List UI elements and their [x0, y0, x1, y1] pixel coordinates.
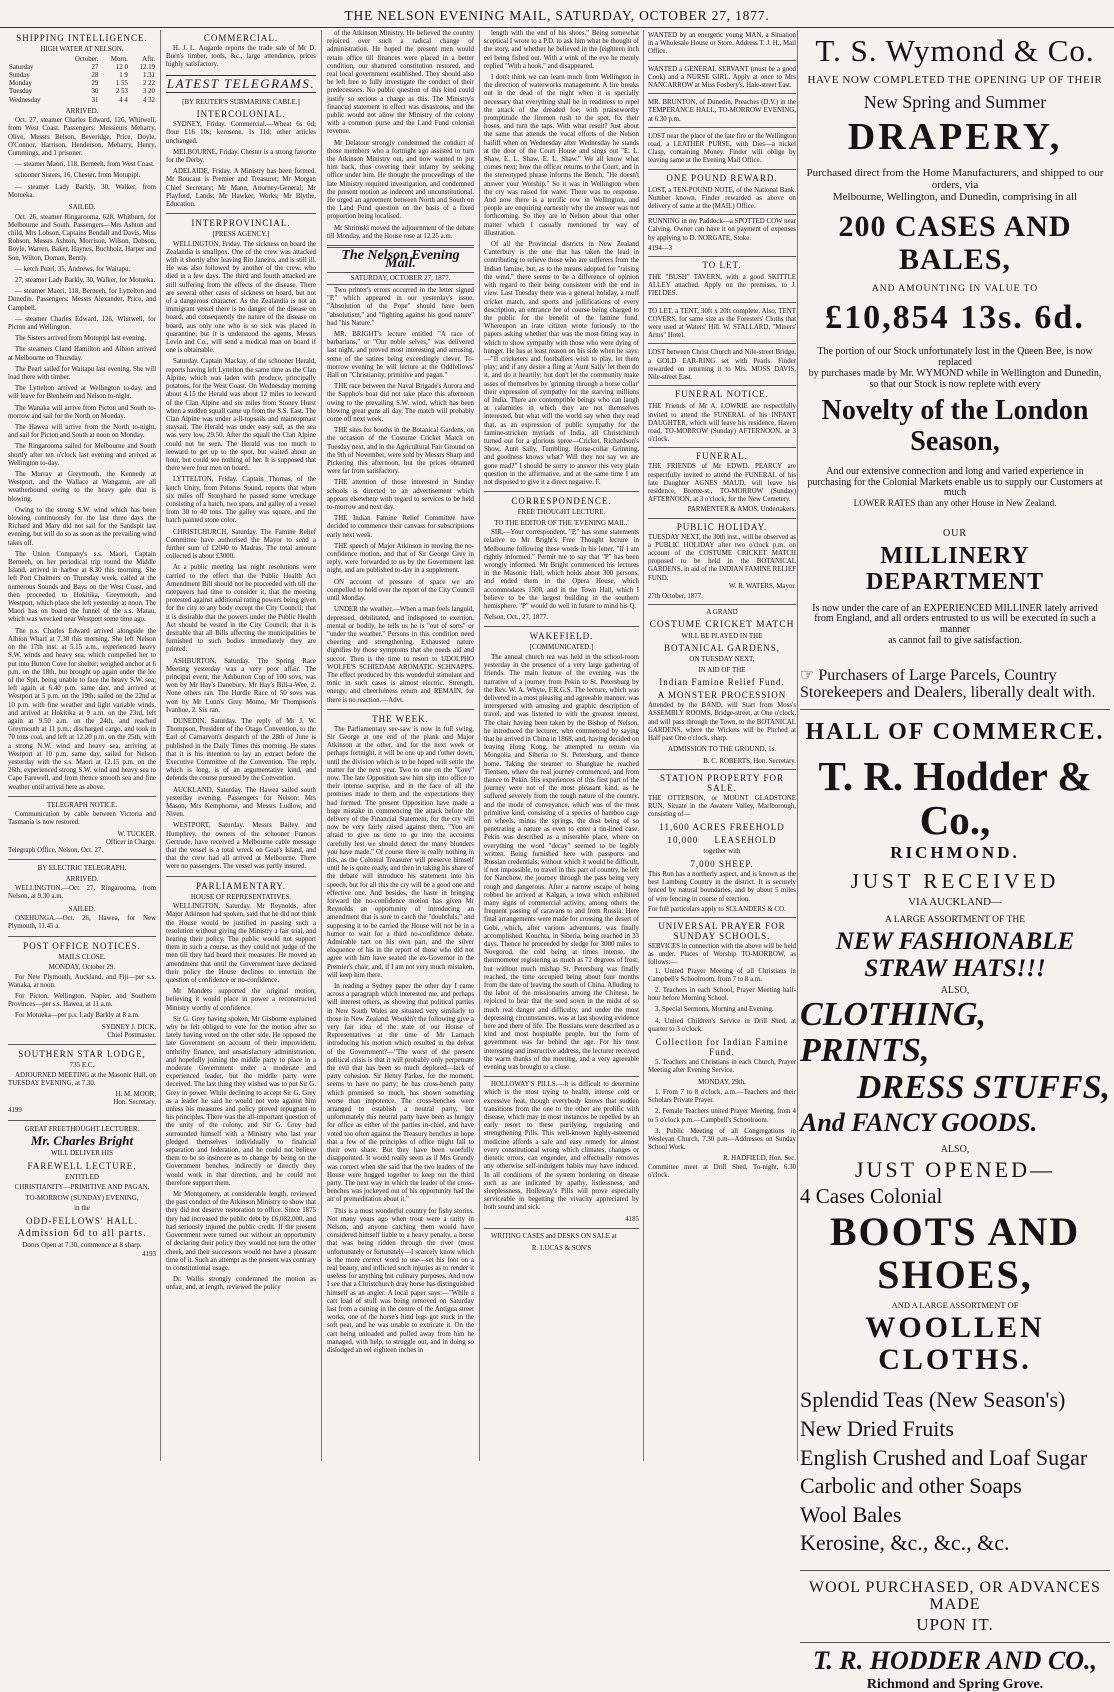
paragraph: ASHBURTON, Saturday. The Spring Race Meeting yesterday was a very poor affair. The principal event, the Ashburton Cup of 100 sovs, was won by Mr Hay's Danebury, Mr Hay's Bill-a-Wee, 2. None others ran. The Hurdle Race of 50 sovs was won by Mr Lunn's Grey Momo, Mr Thompson's Ivanhoe, 2. Six ran.	[166, 657, 316, 714]
cases-bales: 200 CASES AND BALES,	[838, 210, 1072, 276]
paragraph: — steamer Charles Edward, 126, Whitwell, for Picton and Wellington.	[8, 315, 156, 331]
lodge-signature: H. M. MOOR,	[115, 1090, 156, 1098]
tide-cell: Wednesday	[9, 96, 41, 104]
column-editorial	[327, 30, 474, 1461]
procession-heading: A MONSTER PROCESSION	[657, 690, 787, 701]
tide-cell: 12 0	[115, 63, 128, 71]
tavern-ad: THE "BUSH" TAVERN, with a good SKITTLE ALLEY attached. Apply on the premises, to J. FIELDES.	[648, 272, 796, 303]
paragraph: THE sites for booths in the Botanical Gardens, on the occasion of the Costume Cricket Match on Tuesday next, and in the Agricultural Fair Ground on the 9th of November, were sold by Messrs Sharp and Pickering this afternoon, but the prices obtained were far from satisfactory.	[327, 427, 474, 476]
lost-earring-ad: LOST between Christ Church and Nile-street Bridge, a GOLD EAR-RING set with Pearls. Finder rewarded on returning it to Mrs. MOSS DAVIS, Nile-street East.	[648, 347, 796, 386]
wakefield-report: The annual church tea was held in the school-room yesterday in the presence of a very large gathering of friends. The main feature of the evening was the narrative of a journey from Pekin to St. Petersburg by the Rev. W. A. Whyte, F.R.G.S. The lecture, which was delivered in a most pleasing and agreeable manner, was interspersed with amusing and graphic description of travel, and was listened to with the greatest interest. The chair having been taken by the Bishop of Nelson, he introduced the lecturer, who commenced by saying that he arrived in China in 1868, and, having decided on leaving Hong Kong, he attempted to return via Mongolia and Siberia to St. Petersburg, and thence home. Taking the steamer to Shanghae he reached Tientsen, where the real journey commenced, and from thence to Pekin. His experiences of this first part of the journey were not of the most pleasant kind, as he suffered severely from the rough nature of the country, and the mode of conveyance, which was of the most primitive kind, consisting of a species of bamboo cage on wheels, minus the springs, the dust being of so penetrating a nature as even to enter a tin-lined case. Pekin was described as a miserable place, where on everything the word "decay" seemed to be legibly written. Being furnished here with passports and Russian credentials, without which it would be difficult, if not impossible, to travel in this part of country, he left for Nanchow, the journey through the pass being very rough and dangerous. After a narrow escape of being robbed he arrived at Kalgan, a town which exhibited many signs of commercial activity, among others the frequent passing of caravans to and from Russia. Here final arrangements were made for crossing the desert of Gobi, which, after various adventures, was finally accomplished. Kouchta, in Siberia, being reached in 33 days. Thence he proceeded by sledge for 3000 miles to Novgorod, the cold being at times intense, the thermometer registering as much as 72 degrees of frost; but without much mishap St. Petersburg was finally reached, the time occupied being about four months from the date of leaving the south of China. Alluding to the labor of the missionaries among the Chinese, he rejoiced to hear that the seed sown in the midst of so much real danger and difficulty, and under the most depressing circumstances, was at last showing evidence here and there of life. The Russians were described as a kind and most hospitable people, but the form of government was far behind the age. For his most interesting and instructive address, the lecturer received the warm thanks of the meeting, and a very agreeable evening was brought to a close.	[484, 653, 639, 1072]
paragraph: LOST near the place of the late fire or the Wellington road, a LEATHER PURSE, with Dies—a nickel Clasp, containing Money. Finder will oblige by leaving same at the Evening Mail Office.	[648, 131, 796, 170]
the-week-heading: THE WEEK.	[372, 713, 429, 724]
lecture-doors: Doors Open at 7.30, commence at 8 sharp.	[22, 1240, 142, 1249]
cricket-title: COSTUME CRICKET MATCH	[649, 619, 795, 630]
holloway-pills-ad: HOLLOWAY'S PILLS.—It is difficult to determine which is the most trying to health, intense cold or excessive heat, though everybody knows that sudden transitions from the one to the other are prolific with disease, which may in most instances be repelled by an early resort to these purifying, regulating and strengthening Pills. This well-known highly-esteemed medicine affords a safe and easy remedy for almost every constitutional wrong which climates, changes or dietetic errors, can engender, and effectually removes any otherwise self-indulgent habits may have induced. In all conditions of the system bordering on disease such as are indicated by apathy, listlessness, and sleeplessness, Holloway's Pills will prove especially serviceable in begetting the vivacity appreciated by both sound and sick.	[484, 1081, 639, 1212]
tide-row	[8, 88, 156, 96]
hodder-line: ALSO,	[940, 1143, 970, 1155]
divider	[484, 626, 639, 627]
paragraph: THE speech of Major Atkinson in moving the no-confidence motion, and that of Sir George Grey in reply, were forwarded to us by the Government last night, and are published to-day in a supplement.	[327, 542, 474, 575]
prayer-list	[648, 1059, 796, 1075]
dress-stuffs: DRESS STUFFS,	[856, 1069, 1110, 1107]
correspondence-date: Nelson, Oct., 27, 1877.	[484, 614, 548, 622]
funeral-notice-lowrie: THE Friends of Mr A. LOWRIE are respectfully invited to attend the FUNERAL of his INFANT DAUGHTER, which will leave his residence, Haven road, TO-MORROW (Sunday) AFTERNOON, at 3 o'clock.	[648, 401, 796, 448]
prayer-list	[648, 968, 796, 1034]
to-let-heading: TO LET.	[702, 260, 742, 271]
paragraph: English Crushed and Loaf Sugar	[800, 1444, 1088, 1470]
station-line: together with	[703, 847, 741, 856]
paragraph: — steamer Maori, 118, Berneeh, for Lyttelton and Dunedin. Passengers: Messrs Alexander, Price, and Campbell.	[8, 288, 156, 312]
drapery-heading: DRAPERY,	[847, 115, 1063, 158]
ad-number: 4199	[8, 1107, 22, 1115]
station-heading: STATION PROPERTY FOR SALE.	[660, 772, 784, 793]
paragraph: Owing to the strong S.W. wind which has been blowing continuously for the last three days the Richard and Mary did not sail for the Sandspit last evening, but will do so as soon as the prevailing wind takes off.	[8, 506, 156, 547]
paragraph: 3. Public Meeting of all Congregations in Wesleyan Church, 7.30 p.m—Addresses on Sunday School Work.	[648, 1127, 796, 1152]
writing-cases-ad: WRITING CASES and DESKS ON SALE at	[491, 1232, 617, 1240]
paragraph: WANTED by an energetic young MAN, a Situation in a Wholesale House or Store. Address T. J. H., Mail Office.	[648, 30, 796, 61]
wymond-line: purchasing for the Colonial Markets enable us to supply our Customers at much	[807, 476, 1103, 499]
hodder-line: AND A LARGE ASSORTMENT OF	[891, 1299, 1019, 1310]
paragraph: This is a most wonderful country for fishy stories. Not many years ago when trout were a rarity in Nelson, and anyone catching them would have considered himself liable to a heavy penalty, a horse that was being ridden through the river (most unfortunately or fortunately—I scarcely know which is the more correct word to use—set his foot on a real beauty, and inflicted such injuries as to render it useless for anything but culinary purposes. And now I see that a Christchurch dray horse has distinguished himself as an angler. A local paper says:—"While a cart load of stuff was being removed on Saturday last from a cutting in the centre of the Antigua street works, one of the horse's hind legs got stuck in the soft peat, and he was unable to extricate it. On the cart being unloaded and pulled away from him he managed, with help, to struggle out, and in doing so dislodged an eel eighteen inches in	[327, 1207, 474, 1354]
paragraph: SYDNEY, Friday. Commercial.—Wheat 6s 6d; flour £16 10s; kerosene, 1s 11d; other articles unchanged.	[166, 121, 316, 145]
electric-arrived-text: WELLINGTON.—Oct. 27, Ringarooma, from Nelson, at 9.30 a.m.	[8, 885, 156, 901]
the-week-continued	[484, 30, 639, 487]
communicated-line: [COMMUNICATED.]	[529, 643, 594, 652]
interprovincial-heading: INTERPROVINCIAL.	[191, 218, 291, 229]
paragraph: WANTED a GENERAL SERVANT (must be a good Cook) and a NURSE GIRL. Apply at once to Mrs NANCARROW at Miss Fosbery's, Hale-street East.	[648, 64, 796, 95]
paragraph: The Parliamentary see-saw is now in full swing, Sir George at one end of the plank and Major Atkinson at the other, and for the next week or perhaps fortnight, it will be one up and t'other down, until the division which is to be hoped will settle the matter for the next year. Two to one on the "Grey" now. The late Opposition saw him slip into office to their intense surprise, and in the face of all the promises made to them and the expectations they had formed. The present Opposition have made a huge mistake in commencing the attack before the delivery of the Financial Statement, for the cry will now be very fairly raised against them, "You are afraid to give us time to go into the accounts carefully lest we should detect the many blunders you have made." Of course there is really nothing in this, as the Colonial Treasurer will preserve himself until he is quite ready, and then in taking his share of the debate will introduce his statement into his speech, but for all this the cry will be a good one and effective one. And besides, the haste in bringing forward the no-confidence motion has given Mr Reynolds an opportunity of introducing an amendment that is sure to catch the "doubtfuls," and supposing it to be carried the House will not be in a humor to wait for a third no-confidence debate. Admirable tact on his own part, and the silver eloquence of his in the report of those who did not agree with him have seated the ex-Governor in the Premier's chair, and, if I am not very much mistaken, will keep him there.	[327, 725, 474, 979]
arrived-heading: ARRIVED.	[65, 106, 99, 115]
prayer-intro: SERVICES in connection with the above will be held as under. Places of Worship TO-MORROW, as follows:—	[648, 943, 796, 967]
paragraph: The steamers Cland Hamilton and Albion arrived at Melbourne on Thursday.	[8, 346, 156, 362]
paper-title: The Nelson Evening Mail.	[341, 248, 460, 272]
paragraph: Two printer's errors occurred in the letter signed "P," which appeared in our yesterday's issue. "Absolution of the Pope" should have been "absolutism," and "fighting against his good nature" had "his Nature."	[327, 286, 474, 327]
tide-heading: HIGH WATER AT NELSON.	[40, 45, 124, 53]
mails-close-heading: MAILS CLOSE.	[58, 952, 106, 961]
via-auckland: VIA AUCKLAND—	[908, 895, 1002, 908]
paragraph: The Lyttelton arrived at Wellington to-day, and will leave for Blenheim and Nelson to-night.	[8, 385, 156, 401]
tide-cell: 2 22	[142, 80, 155, 88]
post-office-list	[8, 974, 156, 1021]
paragraph: The Murray at Greymouth, the Kennedy at Westport, and the Wallace at Wanganui, are all weatherbound owing to the heavy gale that is blowing.	[8, 471, 156, 503]
electric-sailed-heading: SAILED.	[68, 904, 96, 913]
paragraph: 2. Teachers in each School, Prayer Meeting half-hour before Morning School.	[648, 987, 796, 1003]
hodder-line: ALSO,	[940, 984, 970, 996]
tide-header-cell: Morn.	[110, 55, 128, 63]
station-text: THE OTTERSON, or MOUNT GLADSTONE RUN, Situate in the Awatere Valley, Marlborough, consisting of—	[648, 794, 796, 819]
divider	[8, 936, 156, 937]
paragraph: Splendid Teas (New Season's)	[800, 1387, 1066, 1413]
column-advertisements	[800, 30, 1110, 1692]
classified-ads	[648, 30, 796, 170]
tide-cell: 29	[91, 80, 99, 88]
paragraph: For Motueka—per p.s. Lady Barkly at 8 a.m.	[15, 1012, 140, 1020]
undertakers: PARMENTER & AMOS, Undertakers.	[648, 504, 796, 518]
tide-header-row	[8, 56, 156, 64]
cricket-line: IN AID OF THE	[698, 665, 746, 674]
paragraph: of the Atkinson Ministry. He believed the country rejoiced over such a radical change of administration. He hoped the present men would retain office till finances were placed in a better condition, our shattered constitution restored, and real local government established. They should also be left free to fully investigate the conduct of their predecessors. No public question of this kind could justify so serious a charge as this. The Ministry's financial statement in effect was disastrous, and the public would not allow the Ministry of the colony with a common purse and the Land Fund colonial revenue.	[327, 30, 474, 136]
tide-row	[8, 64, 156, 72]
paragraph: The Hawea will arrive from the North to-night, and sail for Picton and South at noon on Monday.	[8, 424, 156, 440]
station-description: This Run has a northerly aspect, and is known as the best Lambing Country in the district. It is securely fenced by natural boundaries, and by about 5 miles of wire fencing in course of erection.	[648, 870, 796, 903]
electric-sailed-text: ONEHUNGA.—Oct. 26, Hawea, for New Plymouth, 11.45 a.	[8, 915, 156, 931]
paragraph: UNDER the weather.—When a man feels languid, depressed, debilitated, and indisposed to exertion, mental or bodily, he tells us he is "out of sorts" or "under the weather." Persons in this condition need cheering and strengthening. Exhausted nature dignifies by those symptoms that she needs aid and succor. Then is the time to resort to UDOLPHO WOLFE'S SCHIEDAM AROMATIC SCHNAPPS. The effect produced by this wonderful stimulant and tonic in such cases is almost electric. Strength, energy, and cheerfulness return and REMAIN, for there is no reaction.—Advt.	[327, 606, 474, 704]
editorial-date: SATURDAY, OCTOBER 27, 1877.	[327, 272, 474, 285]
cricket-line: A GRAND	[706, 608, 738, 617]
paragraph: WESTPORT, Saturday. Messrs Bailey and Humphrey, the owners of the schooner Frances Gertrude, have received a Melbourne cable message that the vessel is a total wreck on Goat's Island, and that the crew had all arrived at Melbourne. There were no passengers. The vessel was partly insured.	[166, 822, 316, 871]
cricket-secretary: B. C. ROBERTS, Hon. Secretary.	[648, 756, 796, 770]
lecture-line: ENTITLED	[65, 1172, 99, 1181]
lecture-admission: Admission 6d to all parts.	[17, 1227, 147, 1239]
tide-cell: 3 20	[142, 88, 155, 96]
just-received: JUST RECEIVED	[850, 869, 1060, 894]
tent-ad: TO LET, a TENT, 30ft x 20ft complete. Also, TENT COVERS, for same size as the Foresters' Cloths that were used at Waters' Hill. W. STALLARD, "Miners' Arms" Hotel.	[648, 306, 796, 345]
paragraph: Kerosine, &c., &c., &c.	[800, 1530, 1010, 1556]
ad-number: 4193	[142, 1251, 156, 1259]
lecture-heading: GREAT FREETHOUGHT LECTURER.	[24, 1124, 140, 1133]
committee-note: Committee meet at Drill Shed, To-night, 6.30 o'clock.	[648, 1163, 796, 1179]
correspondence-heading: CORRESPONDENCE.	[511, 496, 612, 507]
station-agent: For full particulars apply to SCLANDERS & CO.	[648, 904, 796, 918]
paragraph: — steamer Maori, 118, Berneeh, from West Coast.	[15, 161, 155, 169]
paragraph: The Union Company's s.s. Maori, Captain Berneeh, on her periodical trip round the Middle Island, arrived in harbor at 8.30 this morning. She left Port Chalmers on Thursday week, called at the numerous Sounds and Bays on the West Coast, and then proceeded to Hokitika, Greymouth, and Westport, which place she left yesterday at noon. The Maori has on board the funnel of the s.s. Matau, which was wrecked near Westport some time ago.	[8, 550, 156, 624]
public-holiday-text: TUESDAY NEXT, the 30th inst., will be observed as a PUBLIC HOLIDAY after two o'clock p.m. on account of the COSTUME CRICKET MATCH proposed to be held in the BOTANICAL GARDENS, in aid of the INDIAN FAMINE RELIEF FUND.	[648, 533, 797, 582]
paragraph: MR. BRIGHT's lecture entitled "A race of barbarians," or "Our noble selves," was delivered last night, and proved most interesting and amusing, some of the satires being exceedingly clever. To-morrow evening he will lecture at the Oddfellows' Hall on "Christianity, primitive and pagan."	[327, 331, 474, 380]
column-shipping	[8, 30, 156, 1461]
lecture-title: FAREWELL LECTURE,	[27, 1160, 137, 1171]
tide-cell: 1.31	[142, 71, 155, 79]
divider	[166, 876, 316, 877]
divider	[800, 709, 1110, 710]
post-office-heading: POST OFFICE NOTICES.	[23, 940, 141, 951]
divider	[8, 1120, 156, 1121]
wymond-line: Purchased direct from the Home Manufacturers, and shipped to our orders, via	[806, 166, 1104, 191]
wool-purchased: WOOL PURCHASED, OR ADVANCES MADE	[800, 1570, 1110, 1614]
paragraph: The Wanaka will arrive from Picton and South to-morrow and sail for the North on Monday.	[8, 404, 156, 420]
wymond-line: Melbourne, Wellington, and Dunedin, comprising in all	[832, 190, 1078, 203]
column-correspondence	[484, 30, 639, 1461]
wholesale-note: ☞ Purchasers of Large Parcels, Country Storekeepers and Dealers, liberally dealt with.	[800, 666, 1096, 702]
public-holiday-heading: PUBLIC HOLIDAY.	[676, 521, 768, 532]
total-value: £10,854 13s. 6d.	[825, 299, 1085, 337]
intercolonial-heading: INTERCOLONIAL.	[196, 109, 286, 120]
tide-cell: Saturday	[9, 63, 34, 71]
divider	[8, 1044, 156, 1045]
paragraph: ADELAIDE, Friday. A Ministry has been formed. Mr Boucaut is Premier and Treasurer; Mr Morgan Chief Secretary; Mr Mann, Attorney-General; Mr Playford, Lands; Mr Hawker, Works; Mr Blythe, Education.	[166, 168, 316, 208]
house-heading: HOUSE OF REPRESENTATIVES.	[190, 892, 292, 901]
tide-row	[8, 72, 156, 80]
latest-telegrams-heading: LATEST TELEGRAMS.	[166, 75, 316, 91]
postmaster-name: SYDNEY J. DICK,	[101, 1023, 156, 1031]
clothing-prints: CLOTHING, PRINTS,	[800, 995, 987, 1070]
cricket-date: ON TUESDAY NEXT,	[689, 655, 755, 664]
paragraph: Oct. 26, steamer Ringarooma, 628, Whitburn, for Melbourne and South. Passengers—Mrs Ashton and child, Mrs Lobson, Captains Bendall and Davis, Miss Robson, Messrs Ashton, Morrison, Wilson, Dobson, Boyle, Warren, Baker, Haynes, Buchholz, Harper and Son, Wilton, Doman, Bently.	[8, 213, 156, 262]
ad-number: 4185	[625, 1215, 639, 1223]
funeral-notice-heading: FUNERAL NOTICE.	[675, 389, 769, 400]
hodder-signature: T. R. HODDER AND CO.,	[800, 1642, 1110, 1675]
cricket-cause: Indian Famine Relief Fund.	[659, 677, 785, 688]
wymond-line: so that our Stock is now replete with every	[869, 378, 1041, 390]
paragraph: 5. Teachers and Christians in each Church, Prayer Meeting after Evening Service.	[648, 1059, 796, 1075]
paragraph: AUCKLAND, Saturday. The Hawea sailed south yesterday evening. Passengers for Nelson: Mrs Mason, Mrs Kemphorne, and Messrs Ludlow, and Niven.	[166, 786, 316, 819]
procession-text: Attended by the BAND, will Start from Moss's ASSEMBLY ROOMS, Bridge-street, at One o'clock, and will pass through the Town, to the BOTANICAL GARDENS, where the Wickets will be Pitched at Half past One o'clock, sharp.	[648, 702, 796, 742]
column-rule	[160, 30, 161, 1461]
colonial-cases: 4 Cases Colonial	[800, 1184, 943, 1209]
woollen-cloths: WOOLLEN CLOTHS.	[865, 1310, 1045, 1377]
commercial-text: H. J. L. Augarde reports the trade sale of Mr D. Burn's timber, tools, &c., large attendance, prices highly satisfactory.	[166, 45, 316, 69]
fancy-goods: And FANCY GOODS.	[800, 1107, 1038, 1137]
parliamentary-heading: PARLIAMENTARY.	[195, 880, 287, 891]
writing-cases-seller: R. LUCAS & SON'S	[531, 1243, 592, 1252]
press-agency-line: [PRESS AGENCY.]	[212, 230, 270, 239]
paragraph: In reading a Sydney paper the other day I came across a paragraph which interested me, and perhaps will interest others, as showing that political parties in New South Wales are situated very similarly to those in New Zealand. Wouldn't the following give a very fair idea of the state of our House of Representatives at the time of Mr Larnach introducing his motion which resulted in the defeat of the Government?—"The worst of the present political crisis is that it will probably only perpetuate the evil that has been so much deplored—lack of party cohesion. Sir Henry Parkes, for the moment, seems to have no party; he has cross-bench party which promised so much, has shown something worse than impotence. The cross-benches were arranged to establish a neutral party, but unfortunately this neutral party have been as hungry for office as either of the parties in-chief, and have voted too often against the Treasury benches in hope that a few of the principles of office might fall to their own share. But they have been woefully disappointed. It would really seem as if Mrs Grundy was correct when she said that the two leaders of the House were hugged together to keep out the third party. The next way in which the leader of the cross-benches was jockeyed out of his opportunity had the air of premeditation about it."	[327, 983, 474, 1204]
tide-cell: 27	[91, 63, 99, 71]
station-acres: 10,000 LEASEHOLD	[667, 835, 777, 846]
hodder-location: Richmond and Spring Grove.	[866, 1676, 1044, 1692]
paragraph: 2. Female Teachers united Prayer Meeting, from 4 to 5 o'clock p.m.—Campbell's Schoolroom.	[648, 1108, 796, 1124]
wymond-line: Is now under the care of an EXPERIENCED MILLINER lately arrived	[812, 602, 1098, 614]
cow-ad: RUNNING in my Paddock—a SPOTTED COW near Calving. Owner can have it on payment of expenses by applying to D. NORGATE, Stoke.	[648, 218, 797, 242]
paragraph: Oct. 27, steamer Charles Edward, 126, Whitwell, from West Coast. Passengers: Messieurs Meharry, Olive, Messrs Belson, Beveridge, Price, Doyle, O'Connor, Harrison, Henderson, Meharry, Henry, Cummings, and 1 prisoner.	[8, 117, 156, 158]
monday-heading: MONDAY, 29th.	[698, 1078, 746, 1087]
tide-cell: Sunday	[9, 71, 30, 79]
commercial-heading: COMMERCIAL.	[203, 33, 279, 43]
divider	[166, 213, 316, 214]
the-week-text	[327, 726, 474, 1355]
paragraph: schooner Sisters, 16, Chester, from Motupipi.	[15, 172, 141, 180]
telegraph-notice-body: Communication by cable between Victoria and Tasmania is now restored.	[8, 811, 156, 827]
wymond-line: LOWER RATES than any other House in New Zealand.	[853, 498, 1057, 509]
paragraph: length with the end of his shoes." Being somewhat sceptical I wrote to a P.D. to ask him what he thought of the story, and whether he believed in the (eighteen inch eel being fished out. With a wink of the eye he merely replied "With a hook," and disappeared.	[484, 30, 639, 70]
lecture-date: TO-MORROW (SUNDAY) EVENING,	[25, 1193, 139, 1202]
universal-prayer-heading: UNIVERSAL PRAYER FOR SUNDAY SCHOOLS.	[658, 921, 786, 941]
paragraph: Saturday. Captain Mackay, of the schooner Herald, reports having left Lyttelton the same time as the Clan Alpine, which was laden with produce, principally potatoes, for the West Coast. On Wednesday morning about 4.15 the Herald was about 12 miles to leeward of the Clan Alpine and six miles from Stoney Hurst when a sudden squall came up from the S.S. East. The Clan Alpine was under a-ll-topsails and maintopmast staysail. The Herald was under easy sail, as the sea was very low, 29.50. After the squall the Clan Alpine could not be seen. The Herald was too much to leeward to get up to the spot, but waited about an hour, but could see nothing of her. It is supposed that there were four men on board.	[166, 358, 316, 473]
tide-cell: 4 4	[119, 96, 128, 104]
holiday-date: 27th October, 1877.	[648, 591, 796, 605]
tide-table	[8, 56, 156, 105]
paragraph: Mr Delatour strongly condemned the conduct of those members who a fortnight ago assisted to turn the Atkinson Ministry out, and now wanted to put him back, thus covering their infamy by seeking office under him. He thought the proceedings of the late Ministry required investigation, and condemned the present motion as indecent and unconstitutional. He urged an agreement between North and South on the Land Fund question on the basis of a fixed proportion being localised.	[327, 139, 474, 221]
paragraph: The Pearl sailed for Waitapu last evening. She will load there with timber.	[8, 365, 156, 381]
hall-of-commerce: HALL OF COMMERCE.	[805, 719, 1105, 746]
paragraph: Of all the Provincial districts in New Zealand Canterbury is the one that has taken the lead in contributing to relieve those who are sufferers from the Indian famine, but, as to the means adopted for "raising the wind," there seems to be a difference of opinion with regard to their being consistent with the end in view. Last Tuesday there was a general holiday, a muff cricket match, and sports and jollifications of every description, an entrance fee of course being charged to the public for the benefit of the famine fund. Whereupon an irate citizen wrote furiously to the papers asking whether that was the most fitting way in which to show sympathy with those who were dying of hunger. He has at least reason on his side when he says:—"If cricketers and footballers wish to play, let them play; and if any desire a fling at 'Aunt Sally' let them do it, and do it heartily; but don't let the community make asses of themselves by 'grinning through a horse collar' their expression of sympathy for the starving millions of India. There are contemptible beings who can laugh at calamities in which they are not themselves interested, but what will the world say when they read that, as an expression of public sympathy for the famine-stricken myriads of India, all Christchurch turned out for a glorious spree—Cricket, Richardson's Show, Aunt Sally, Tumbling, Horse-collar Grinning, and goodness knows what? Will they not say we are gone mad?" I should be sorry to answer this very plain question in the affirmative, and at the same time I am not disposed to give it a direct negative. F.	[484, 241, 639, 486]
mails-date: MONDAY, October 29.	[48, 963, 116, 972]
correspondence-address: TO THE EDITOR OF THE 'EVENING MAIL.'	[494, 518, 629, 527]
divider	[8, 859, 156, 860]
paragraph: The Ringarooma sailed for Melbourne and South shortly after ten o'clock last evening and arrived at Wellington to-day.	[8, 443, 156, 467]
tide-cell: 12.19	[139, 63, 155, 71]
paragraph: I don't think we can learn much from Wellington in the direction of waterworks management. A fire breaks out in the dead of the night when it is specially necessary that everything shall be in readiness to repel the attack of the dreaded foe; with praiseworthy promptitude the firemen rush to the spot, fix their hoses, and turn the taps. With what result? Just about the same that attends the vocal efforts of the Nelson bailiff when on Wednesday after Wednesday he stands at the door of the Court House and sings out "E. L. Shaw, E. L. Shaw, E. L. Shaw." We all know what comes next; how the officer returns to the Court, and in the stereotyped phrase informs the Bench, "He doesn't answer your Worship." So it was in Wellington when the cry was raised for water. There was no response. And now there is a terrific row in Wellington, and people are enquiring earnestly why the answer was not forthcoming. So they are in Nelson about that other matter which I casually mentioned by way of illustration.	[484, 74, 639, 237]
paragraph: 1. United Prayer Meeting of all Christians in Campbell's Schoolroom, from 7 to 8 a.m.	[648, 967, 796, 983]
hodder-line: A LARGE ASSORTMENT OF THE	[884, 914, 1025, 925]
boots-shoes: BOOTS AND SHOES,	[829, 1209, 1081, 1298]
correspondence-letter: SIR,—Your correspondent, "P," has some statements relative to Mr Bright's Free Thought lecture in Melbourne following these words in his letter, "If I am rightly informed." Permit me to say that "P" has been wrongly informed. Mr Bright commenced his lectures in the Masonic Hall, which holds about 300 persons, and ended them in the Opera House, which accommodates 1500, and in the Town Hall, which I believe to be the largest building in the southern hemisphere. "P" would do well in future to mind his Q.	[484, 529, 639, 610]
tide-cell: Monday	[9, 80, 32, 88]
wymond-line: And our extensive connection and long and varied experience in	[826, 465, 1084, 477]
column-rule	[797, 30, 798, 1461]
divider	[8, 796, 156, 797]
wymond-line: as cannot fail to give satisfaction.	[888, 634, 1022, 646]
tide-row	[8, 80, 156, 88]
lecture-line: in the	[74, 1204, 90, 1213]
paragraph: Mr Manders supported the original motion, believing it would place in power a reconstructed Ministry worthy of confidence.	[166, 988, 316, 1012]
local-news	[327, 287, 474, 705]
column-rule	[479, 30, 480, 1461]
paragraph: THE Indian Famine Relief Committee have decided to commence their canvass for subscriptions early next week.	[327, 515, 474, 539]
funeral-heading: FUNERAL.	[696, 451, 748, 462]
wymond-line: The portion of our Stock unfortunately lost in the Queen Bee, is now replaced	[817, 346, 1093, 368]
divider	[484, 491, 639, 492]
ad-number: 4194—3	[648, 243, 796, 257]
divider	[484, 1076, 639, 1077]
column-classifieds	[648, 30, 796, 1461]
lecturer-name: Mr. Charles Bright	[30, 1133, 134, 1149]
tide-cell: 1 9	[119, 71, 128, 79]
paragraph: — ketch Pearl, 35, Andrews, for Waitapu.	[15, 265, 131, 273]
wakefield-heading: WAKEFIELD.	[529, 631, 594, 642]
richmond: RICHMOND.	[890, 842, 1020, 862]
paragraph: WELLINGTON, Friday. The sickness on board the Zealandia is smallpox. One of the crew was attacked with it shortly after leaving Rio Janeiro, and is still ill. He was also followed by another of the crew, who died in a few days. The third and fourth attacked are still suffering from the effects of the disease. There are several other cases of sickness on board, but not of a dangerous character. As the Zealandia is not an immigrant vessel there is no danger of the disease on board, and consequently the nature of the disease on board, aus only one who is so sick was placed in quarantine; but it is understood the agents, Messrs Levin and Co., will send a medical man on board if one is obtainable.	[166, 240, 316, 355]
admission: ADMISSION TO THE GROUND, 1s.	[667, 745, 777, 754]
paragraph: 4. United Children's Service in Drill Shed, at quarter to 3 o'clock.	[648, 1017, 796, 1033]
reuters-line: [BY REUTER'S SUBMARINE CABLE.]	[182, 97, 300, 106]
postmaster-title: Chief Postmaster.	[107, 1031, 156, 1039]
electric-telegraph-heading: BY ELECTRIC TELEGRAPH.	[37, 864, 127, 873]
telegraph-notice-heading: TELEGRAPH NOTICE.	[47, 800, 117, 809]
shipping-notes	[8, 335, 156, 792]
lodge-notice: ADJOURNED MEETING at the Masonic Hall, on TUESDAY EVENING, at 7.30.	[8, 1071, 156, 1087]
tide-cell: 28	[91, 71, 99, 79]
correspondence-subject: FREE THOUGHT LECTURE.	[517, 508, 606, 517]
tide-header-cell: Aftr.	[142, 55, 155, 63]
lecture-subject: CHRISTIANITY—PRIMITIVE AND PAGAN,	[14, 1183, 150, 1192]
lodge-heading: SOUTHERN STAR LODGE,	[18, 1049, 146, 1059]
interprovincial-news	[166, 241, 316, 872]
prayer-list	[648, 1089, 796, 1152]
masthead: THE NELSON EVENING MAIL, SATURDAY, OCTOBER 27, 1877.	[0, 0, 1114, 28]
lecture-venue: ODD-FELLOWS' HALL.	[25, 1215, 139, 1226]
divider	[327, 709, 474, 710]
just-opened: JUST OPENED—	[854, 1156, 1055, 1182]
hodder-name: T. R. Hodder & Co.,	[818, 753, 1092, 844]
tide-header-cell	[8, 56, 60, 64]
paragraph: Mr Shrimski moved the adjournment of the debate till Monday, and the House rose at 12.25 a.m.	[327, 224, 474, 240]
paragraph: 3. Special Sermons, Morning and Evening.	[655, 1006, 774, 1014]
telegraph-date: Telegraph Office, Nelson, Oct. 27.	[8, 847, 104, 855]
paragraph: The p.s. Charles Edward arrived alongside the Albion Wharf at 7.30 this morning. She left Nelson on the 17th inst. at 5.15 a.m., experienced heavy S.W. winds and heavy sea, which compelled her to put into Hutton Cove for shelter; weighed anchor at 6 p.m. on the 18th, but brought up again under the lee of the Spit, being unable to face the heavy S.W. sea; left again at 6.40 p.m. same day, and arrived at Westport at 5 p.m. on the 19th; sailed on the 22nd at 10 p.m. with fine weather and light variable winds, and arrived at Hokitika at 9 a.m. on the 23rd, left again at 9.50 a.m. on the 24th, and reached Greymouth at 11 p.m.; discharged cargo, and took in 70 tons coal, and left at 12.20 p.m. on the 25th, with a strong N.W. wind and heavy sea, arriving at Westport at 10 p.m. same day, sailed for Nelson yesterday with the s.s. Maori at 12.15 p.m. on the 26th, experienced strong S.W. wind and heavy sea to Cape Farewell, and from thence smooth sea and fine weather until arrival here as above.	[8, 627, 156, 791]
london-season: Novelty of the London Season,	[821, 395, 1089, 457]
paragraph: — steamer Lady Barkly, 30, Walker, from Motueka.	[8, 183, 156, 199]
paragraph: Carbolic and other Soaps	[800, 1473, 1022, 1499]
station-acres: 11,600 ACRES FREEHOLD	[659, 822, 785, 833]
tide-header-cell: October.	[74, 55, 99, 63]
intercolonial-news	[166, 121, 316, 209]
tide-cell: 1 55	[115, 80, 128, 88]
paragraph: Sir G. Grey having spoken, Mr Gisborne explained why he felt obliged to vote for the motion after so lately having voted on the other side. He opposed the late Government on account of their improvident, unthrifty finance, and unsatisfactory administration, and hopefully joining the middle party to place in a moderate Government under a moderate and experienced leader, but the middle party were deceived. The last thing they wished was to put Sir G. Grey in power. While declining to accept Sir G. Grey as a leader he said he would not vote against him unless his measures and policy proved repugnant to his principles. There was the all-important question of the unity of the colony, and Sir G. Grey had surrounded himself with a Ministry who last year pledged themselves individually to financial separation and federation, and he could not believe them to be so insincere as to change by being on the Government benches, indirectly or directly they would work in that direction, and he could not therefore support them.	[166, 1015, 316, 1187]
millinery-heading: MILLINERY DEPARTMENT	[865, 542, 1045, 595]
paragraph: THE race between the Naval Brigade's Aurora and the Sappho's boat did not take place this afternoon owing to the prevailing S.W. wind, which has been blowing great guns all day. The match will probably come off next week.	[327, 383, 474, 424]
grocery-list	[800, 1386, 1110, 1558]
lodge-number: 735 E.C.	[69, 1061, 95, 1069]
station-sheep: 7,000 SHEEP.	[690, 858, 754, 869]
paragraph: Dr. Wallis strongly condemned the motion as unfair, and, at length, reviewed the policy	[166, 1276, 316, 1292]
divider	[484, 1228, 639, 1229]
mayor-signature: W. R. WATERS, Mayor.	[728, 582, 796, 590]
column-rule	[321, 30, 322, 1461]
sailed-heading: SAILED.	[68, 203, 96, 212]
paragraph: MR. BRUNTON, of Dunedin, Preaches (D.V.) in the TEMPERANCE HALL, TO-MORROW EVENING, at 6.30 p.m.	[648, 97, 796, 128]
wymond-line: New Spring and Summer	[863, 92, 1047, 113]
paragraph: Mr Montgomery, at considerable length, reviewed the past conduct of the Atkinson Ministry to show that they did not deserve restoration to office. Since 1875 they had increased the public debt by £6,082,000, and had seriously injured the public credit. If the present Government were turned out without an opportunity of declaring their policy they would not turn the other cheek, and their successors would not have a pleasant time of it. Such an attempt as the present was contrary to constitutional usage.	[166, 1191, 316, 1272]
prayer-secretary: R. HADFIELD, Hon. Sec.	[723, 1155, 796, 1163]
paragraph: WELLINGTON, Saturday. Mr Reynolds, after Major Atkinson had spoken, said that he did not think the House would be justified in passing such a resolution without giving the Ministry a fair trial, and hearing their policy. The public would not support them in such a course, as they could not judge of the men till they had heard their measures. He moved an amendment that until the Government have declared their policy the House declines to entertain the question of confidence or no-confidence.	[166, 903, 316, 984]
cricket-line: WILL BE PLAYED IN THE	[681, 631, 763, 640]
tide-cell: 4 32	[142, 96, 155, 104]
paragraph: For New Plymouth, Auckland, and Fiji—per s.s. Wanaka, at noon.	[8, 973, 156, 989]
reward-ad: LOST, a TEN-POUND NOTE, of the National Bank. Number known. Finder rewarded as above on delivery of same at the (MAIL) Office.	[648, 185, 796, 216]
parliamentary-continued	[327, 30, 474, 241]
parliamentary-report	[166, 903, 316, 1292]
paragraph: THE attention of those interested in Sunday schools is directed to an advertisement which appears elsewhere with regard to services to be held to-morrow and next day.	[327, 479, 474, 512]
lodge-signature-title: Hon. Secretary.	[113, 1099, 156, 1107]
reward-heading: ONE POUND REWARD.	[666, 172, 778, 183]
straw-hats: NEW FASHIONABLE STRAW HATS!!!	[835, 927, 1075, 982]
tide-row	[8, 97, 156, 105]
lecture-line: WILL DELIVER HIS	[51, 1149, 113, 1158]
paragraph: CHRISTCHURCH, Saturday. The Famine Relief Committee have authorised the Mayor to send a further sum of £2040 to Madras. The total amount collected is about £3000.	[166, 528, 316, 561]
wymond-line: AND AMOUNTING IN VALUE TO	[871, 284, 1039, 295]
paragraph: Wool Bales	[800, 1501, 902, 1527]
arrived-list	[8, 117, 156, 200]
telegraph-signature-title: Officer in Charge.	[105, 838, 156, 846]
paragraph: 27, steamer Lady Barkly, 30, Walker, for Motueka.	[15, 276, 156, 284]
paragraph: New Dried Fruits	[800, 1416, 954, 1442]
electric-arrived-heading: ARRIVED.	[65, 874, 99, 883]
tide-cell: 30	[91, 88, 99, 96]
paragraph: 1. From 7 to 8 o'clock, a.m.—Teachers and their Scholars Private Prayer.	[648, 1088, 796, 1105]
tide-cell: 2 53	[115, 88, 128, 96]
paragraph: DUNEDIN, Saturday. The reply of Mr J. W. Thompson, President of the Otago Convention, to the Earl of Carnarvon's despatch of the 28th of June is published in the Daily Times this morning. He states that it is his intention to lay an extract before the Executive Committee of the Convention. The reply, which is long, is of an argumentative kind, and defends the course pursued by the Convention.	[166, 718, 316, 783]
upon-it: UPON IT.	[916, 1614, 994, 1634]
shipping-heading: SHIPPING INTELLIGENCE.	[16, 33, 148, 43]
cricket-venue: BOTANICAL GARDENS,	[664, 643, 780, 654]
our-line: OUR	[942, 527, 968, 539]
collection-heading: Collection for Indian Famine Fund.	[655, 1037, 789, 1058]
funeral-notice-pearcy: THE FRIENDS of Mr EDWD. PEARCY are respectfully invited to attend the FUNERAL of his late Daughter AGNES MAUD, will leave his residence, Bronte-st., TO-MORROW (Sunday) AFTERNOON, at 3 o'clock, for the New Cemetery.	[648, 463, 796, 504]
column-telegrams	[166, 30, 316, 1461]
paragraph: The Sisters arrived from Motupipi last evening.	[15, 335, 147, 343]
column-rule	[643, 30, 644, 1461]
paragraph: For Picton, Wellington, Napier, and Southern Provinces—per s.s. Hawea, at 11 a.m.	[8, 992, 156, 1009]
wymond-name: T. S. Wymond & Co.	[815, 33, 1095, 68]
tide-cell: 31	[91, 96, 99, 104]
wymond-line: by purchases made by Mr. WYMOND while in Wellington and Dunedin,	[808, 367, 1102, 379]
telegraph-signature: W. TUCKER,	[117, 830, 156, 838]
tide-cell: Tuesday	[9, 88, 33, 96]
paragraph: LYTTELTON, Friday. Captain Thomas, of the ketch Unity, from Pelorus Sound, reports that when six miles off Stonyhard he passed some wreckage consisting of a hatch, two spars, and galley of a vessel from 30 to 40 tons. The galley was square, and the hatch painted stone color.	[166, 476, 316, 525]
paragraph: MELBOURNE, Friday. Chester is a strong favorite for the Derby.	[166, 148, 316, 164]
wymond-line: HAVE NOW COMPLETED THE OPENING UP OF THEIR	[807, 74, 1103, 87]
wymond-line: from England, and all orders entrusted to us will be executed in such a manner	[814, 613, 1096, 636]
paragraph: At a public meeting last night resolutions were carried to the effect that the Public Health Act Amendment Bill should not be proceeded with till the ratepayers had time to consider it, that the meeting protested against additional rating powers being given for the city to any body except the City Council; that it is desirable that the powers under the Public Health Act should be vested in the City Council; that it is desirable that all Bills affecting the municipalities be furnished to such bodies immediately they are printed.	[166, 564, 316, 654]
sailed-list	[8, 214, 156, 333]
paragraph: ON account of pressure of space we are compelled to hold over the report of the City Council until Monday.	[327, 578, 474, 603]
